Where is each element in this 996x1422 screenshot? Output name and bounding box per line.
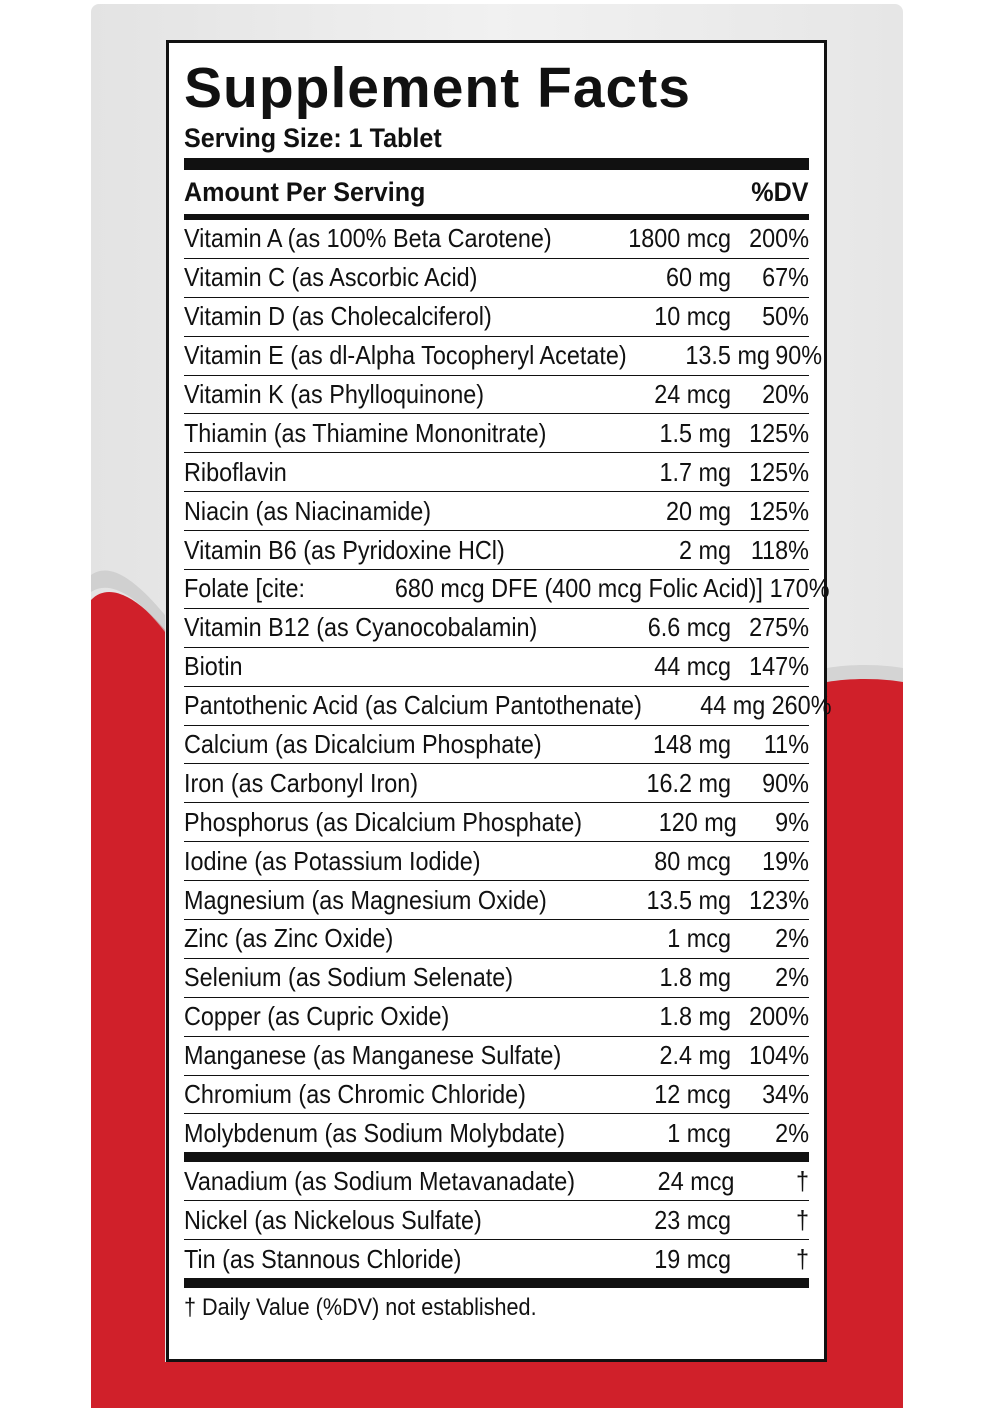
nutrient-name: Pantothenic Acid (as Calcium Pantothenate) xyxy=(184,690,642,721)
nutrient-name: Manganese (as Manganese Sulfate) xyxy=(184,1040,562,1071)
nutrient-amount: 120 mg xyxy=(658,806,737,837)
nutrient-list xyxy=(184,220,832,1152)
supplement-facts-panel xyxy=(166,40,832,1362)
nutrient-amount: 16.2 mg xyxy=(646,767,731,798)
nutrient-row xyxy=(184,764,809,803)
nutrient-amount: 20 mg xyxy=(665,495,731,526)
nutrient-name: Phosphorus (as Dicalcium Phosphate) xyxy=(184,806,582,837)
nutrient-row xyxy=(184,648,809,687)
nutrient-dv: 20% xyxy=(762,379,809,409)
nutrient-amount: 60 mg xyxy=(665,262,731,293)
dv-header: %DV xyxy=(751,176,809,207)
nutrient-amount: 1 mcg xyxy=(667,923,731,954)
nutrient-name: Folate [cite: xyxy=(184,573,305,604)
nutrient-dv: 260% xyxy=(771,690,832,721)
nutrient-amount: 12 mcg xyxy=(654,1079,731,1110)
nutrient-dv: 67% xyxy=(762,262,809,293)
nutrient-dv: 90% xyxy=(775,340,822,371)
nutrient-row xyxy=(184,1076,809,1115)
nutrient-amount: 23 mcg xyxy=(654,1204,731,1235)
nutrient-amount: 680 mcg DFE (400 mcg Folic Acid)] xyxy=(394,573,763,604)
nutrient-dv: 2% xyxy=(775,962,809,993)
nutrient-amount: 44 mcg xyxy=(654,651,731,682)
nutrient-name: Thiamin (as Thiamine Mononitrate) xyxy=(184,417,547,448)
footnote: † Daily Value (%DV) not established. xyxy=(184,1294,537,1322)
other-ingredients-list xyxy=(184,1162,809,1278)
nutrient-dv: 118% xyxy=(750,534,809,565)
nutrient-dv: 147% xyxy=(749,651,809,682)
nutrient-row xyxy=(184,220,809,259)
nutrient-name: Vitamin B6 (as Pyridoxine HCl) xyxy=(184,534,505,565)
nutrient-row xyxy=(184,998,809,1037)
nutrient-dv: 200% xyxy=(749,1001,809,1032)
section-divider xyxy=(184,1152,809,1162)
nutrient-name: Vitamin C (as Ascorbic Acid) xyxy=(184,262,478,293)
nutrient-dv: 2% xyxy=(775,923,809,954)
nutrient-row xyxy=(184,259,809,298)
nutrient-dv: 104% xyxy=(749,1040,809,1071)
nutrient-amount: 24 mcg xyxy=(654,379,731,409)
nutrient-row xyxy=(184,687,832,726)
nutrient-name: Chromium (as Chromic Chloride) xyxy=(184,1079,526,1110)
thick-divider xyxy=(184,158,809,170)
nutrient-amount: 24 mcg xyxy=(657,1165,734,1196)
nutrient-name: Iodine (as Potassium Iodide) xyxy=(184,845,481,876)
nutrient-row xyxy=(184,531,809,570)
nutrient-row xyxy=(184,453,809,492)
amount-per-serving-header: Amount Per Serving xyxy=(184,176,426,207)
nutrient-name: Calcium (as Dicalcium Phosphate) xyxy=(184,729,542,760)
nutrient-dv: 2% xyxy=(775,1117,809,1148)
nutrient-amount: 6.6 mcg xyxy=(647,612,731,643)
nutrient-row xyxy=(184,492,809,531)
nutrient-name: Molybdenum (as Sodium Molybdate) xyxy=(184,1117,566,1148)
nutrient-name: Copper (as Cupric Oxide) xyxy=(184,1001,450,1032)
nutrient-name: Selenium (as Sodium Selenate) xyxy=(184,962,514,993)
nutrient-name: Biotin xyxy=(184,651,243,682)
nutrient-row xyxy=(184,376,809,415)
nutrient-row xyxy=(184,1201,809,1240)
serving-size: Serving Size: 1 Tablet xyxy=(184,123,442,153)
nutrient-row xyxy=(184,959,809,998)
nutrient-dv: 123% xyxy=(749,884,809,915)
nutrient-dv: 11% xyxy=(763,729,809,760)
nutrient-amount: 1.5 mg xyxy=(659,417,731,448)
nutrient-name: Riboflavin xyxy=(184,456,287,487)
nutrient-dv: † xyxy=(795,1165,809,1196)
nutrient-amount: 1800 mcg xyxy=(628,223,731,254)
nutrient-dv: 90% xyxy=(762,767,809,798)
nutrient-dv: 170% xyxy=(769,573,830,604)
nutrient-dv: † xyxy=(795,1243,809,1274)
nutrient-amount: 19 mcg xyxy=(654,1243,731,1274)
nutrient-row xyxy=(184,414,809,453)
nutrient-name: Iron (as Carbonyl Iron) xyxy=(184,767,419,798)
nutrient-row xyxy=(184,920,809,959)
nutrient-row xyxy=(184,1114,809,1152)
nutrient-amount: 44 mg xyxy=(699,690,766,721)
nutrient-row xyxy=(184,609,809,648)
nutrient-dv: 9% xyxy=(775,806,809,837)
nutrient-row xyxy=(184,570,830,609)
nutrient-name: Nickel (as Nickelous Sulfate) xyxy=(184,1204,482,1235)
nutrient-amount: 2.4 mg xyxy=(659,1040,731,1071)
nutrient-name: Vitamin E (as dl-Alpha Tocopheryl Acetate) xyxy=(184,340,627,371)
nutrient-row xyxy=(184,337,822,376)
nutrient-amount: 148 mg xyxy=(652,729,731,760)
nutrient-dv: 125% xyxy=(749,417,809,448)
facts-title: Supplement Facts xyxy=(184,56,691,120)
nutrient-name: Vanadium (as Sodium Metavanadate) xyxy=(184,1165,576,1196)
nutrient-row xyxy=(184,881,809,920)
nutrient-amount: 13.5 mg xyxy=(685,340,770,371)
nutrient-amount: 1 mcg xyxy=(667,1117,731,1148)
nutrient-amount: 13.5 mg xyxy=(646,884,731,915)
nutrient-amount: 2 mg xyxy=(678,534,731,565)
nutrient-name: Vitamin A (as 100% Beta Carotene) xyxy=(184,223,552,254)
nutrient-name: Magnesium (as Magnesium Oxide) xyxy=(184,884,547,915)
nutrient-name: Vitamin D (as Cholecalciferol) xyxy=(184,301,492,332)
nutrient-name: Tin (as Stannous Chloride) xyxy=(184,1243,462,1274)
nutrient-amount: 10 mcg xyxy=(654,301,731,332)
nutrient-row xyxy=(184,1037,809,1076)
nutrient-name: Niacin (as Niacinamide) xyxy=(184,495,432,526)
nutrient-amount: 1.8 mg xyxy=(659,962,731,993)
table-header xyxy=(184,170,809,214)
nutrient-amount: 80 mcg xyxy=(654,845,731,876)
nutrient-row xyxy=(184,298,809,337)
nutrient-dv: 50% xyxy=(762,301,809,332)
nutrient-dv: 125% xyxy=(749,495,809,526)
nutrient-row xyxy=(184,803,809,842)
nutrient-dv: 200% xyxy=(749,223,809,254)
nutrient-dv: 125% xyxy=(749,456,809,487)
nutrient-amount: 1.8 mg xyxy=(659,1001,731,1032)
nutrient-row xyxy=(184,842,809,881)
nutrient-dv: 34% xyxy=(762,1079,809,1110)
nutrient-dv: 275% xyxy=(749,612,809,643)
nutrient-row xyxy=(184,1240,809,1278)
nutrient-dv: 19% xyxy=(762,845,809,876)
nutrient-dv: † xyxy=(795,1204,809,1235)
nutrient-name: Zinc (as Zinc Oxide) xyxy=(184,923,394,954)
bottom-divider xyxy=(184,1278,809,1288)
nutrient-name: Vitamin K (as Phylloquinone) xyxy=(184,379,485,409)
nutrient-row xyxy=(184,1162,809,1201)
nutrient-name: Vitamin B12 (as Cyanocobalamin) xyxy=(184,612,538,643)
nutrient-row xyxy=(184,726,809,765)
nutrient-amount: 1.7 mg xyxy=(659,456,731,487)
